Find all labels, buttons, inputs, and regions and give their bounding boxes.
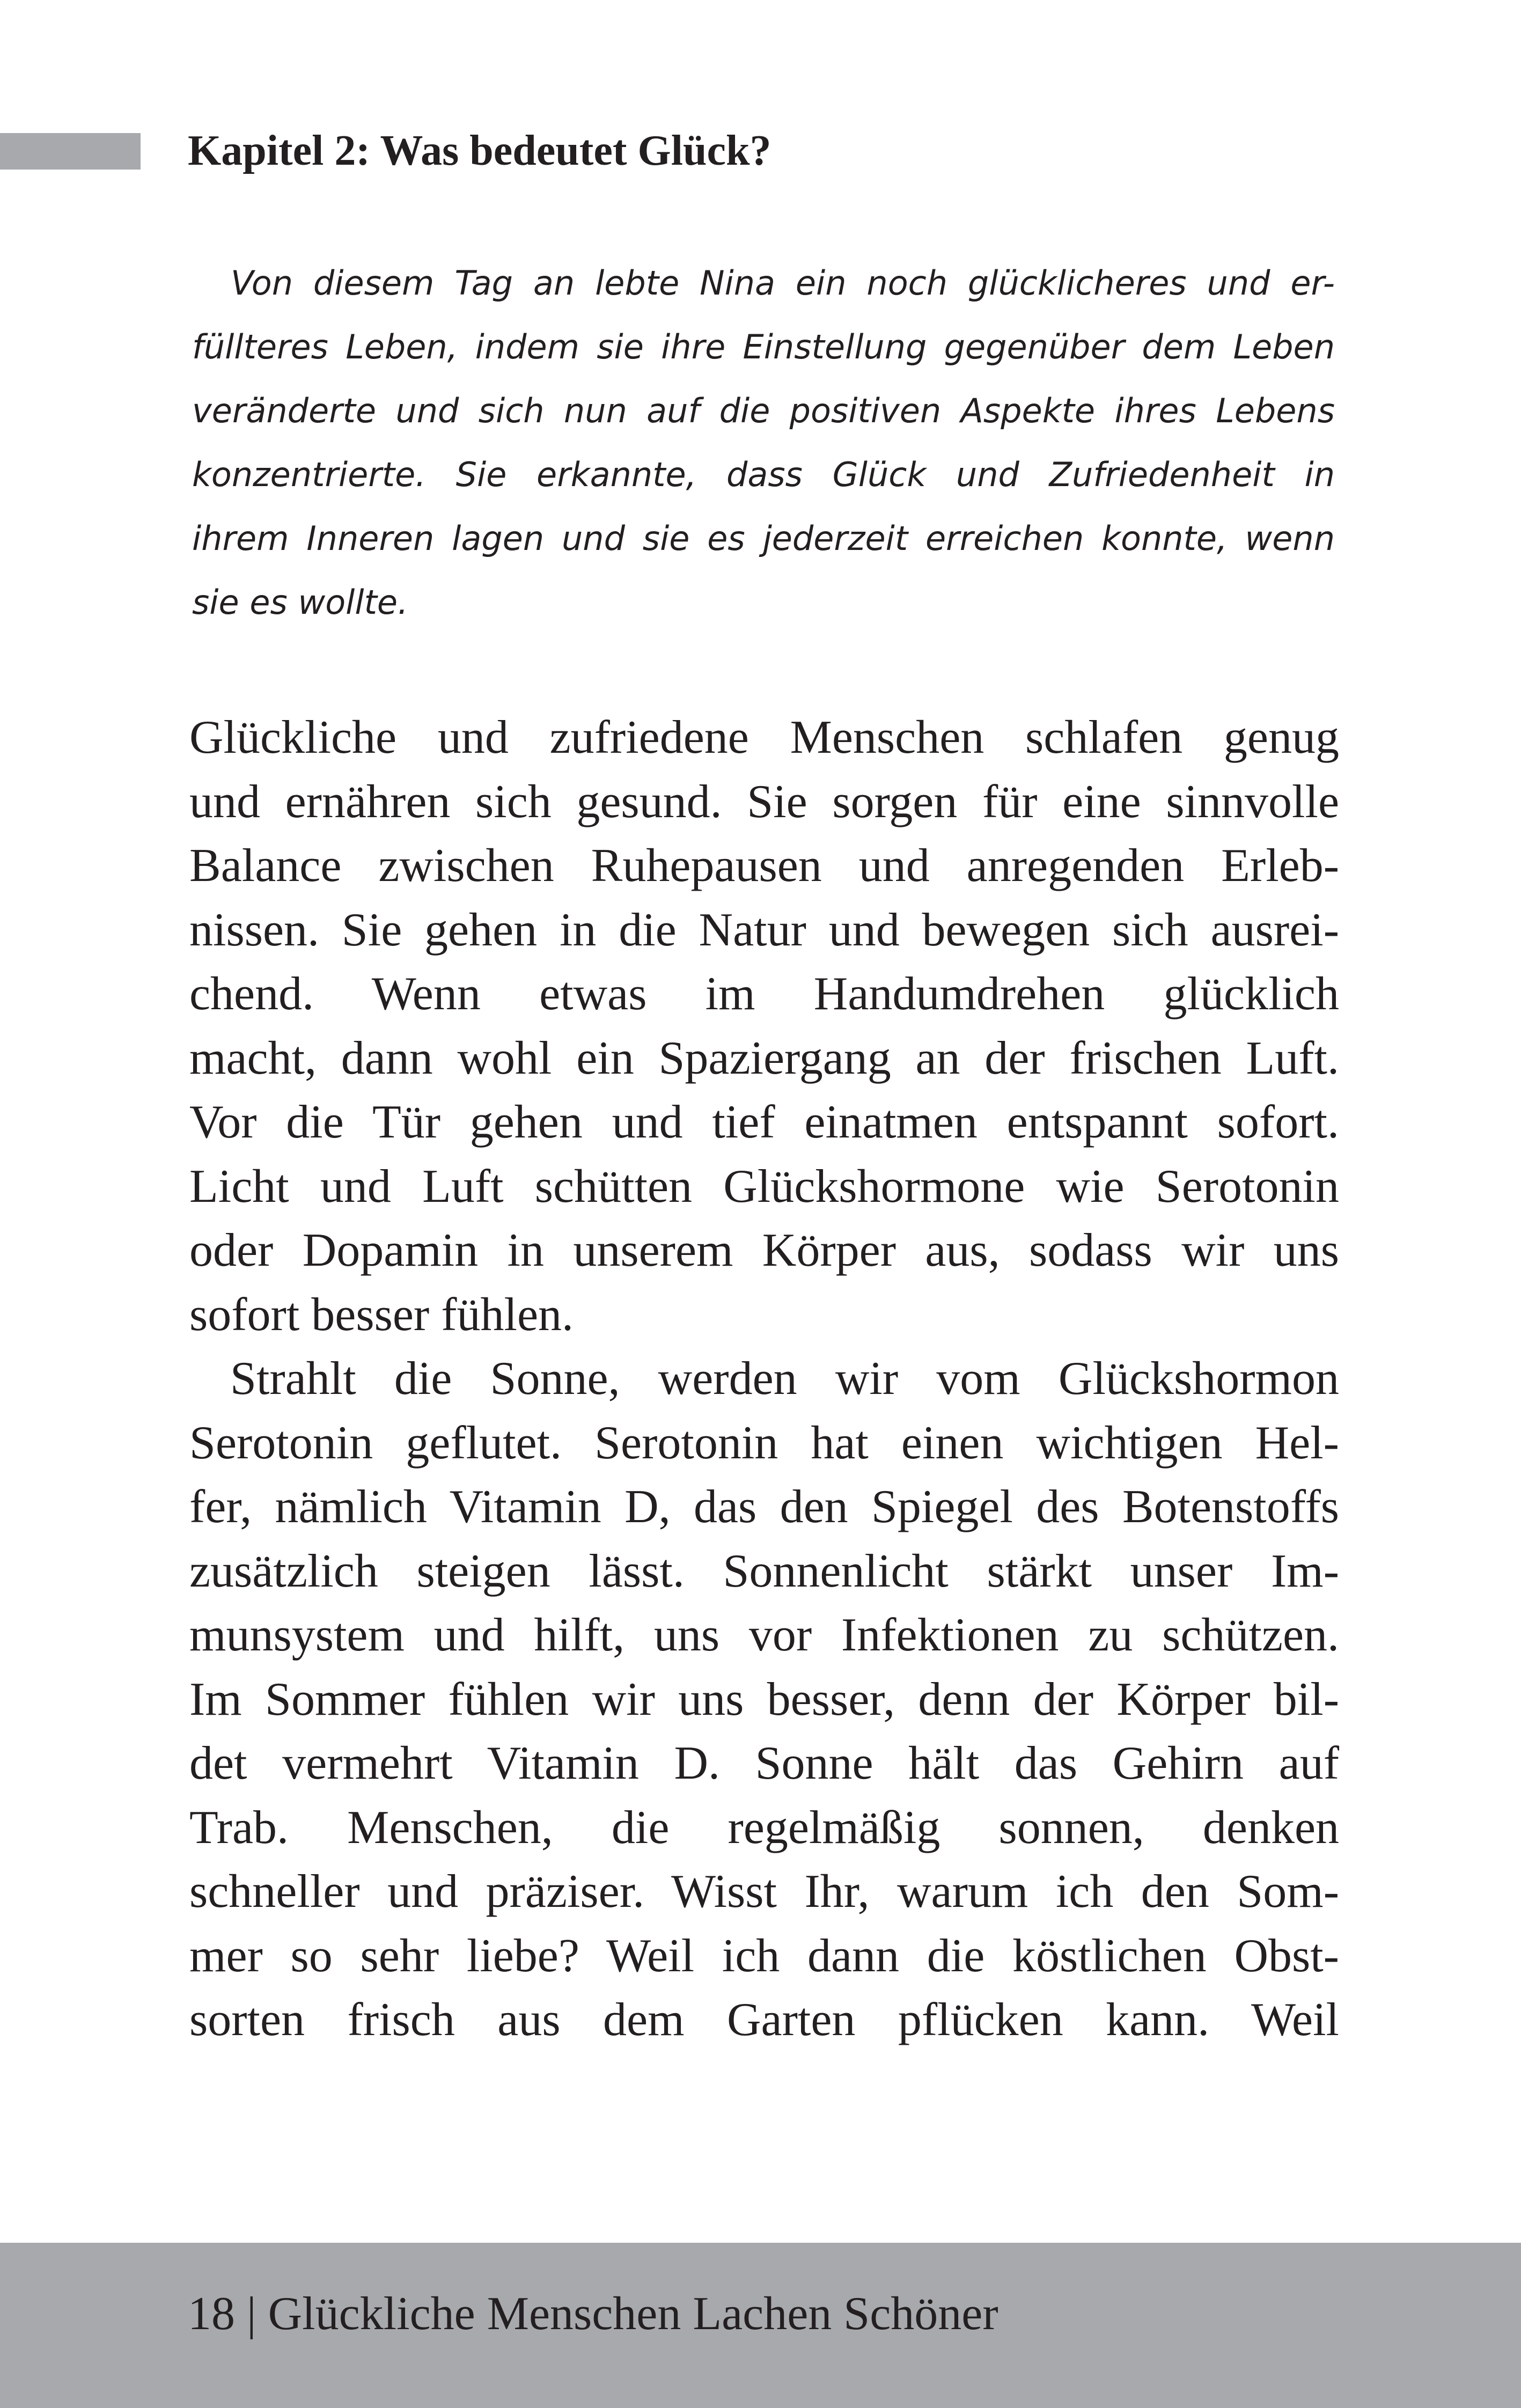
header-accent-bar [0, 133, 141, 170]
body-line: nissen. Sie gehen in die Natur und bewegen sich ausrei- [189, 904, 1339, 956]
body-line: fer, nämlich Vitamin D, das den Spiegel des Botenstoffs [189, 1481, 1339, 1533]
story-line: Von diesem Tag an lebte Nina ein noch glücklicheres und er- [231, 263, 1335, 303]
paragraph-2 [189, 1347, 1339, 2052]
story-line: veränderte und sich nun auf die positiven Aspekte ihres Lebens [192, 391, 1335, 430]
body-line: Glückliche und zufriedene Menschen schlafen genug [189, 711, 1339, 763]
story-line: ihrem Inneren lagen und sie es jederzeit erreichen konnte, wenn [192, 519, 1335, 558]
body-line: oder Dopamin in unserem Körper aus, sodass wir uns [189, 1224, 1339, 1276]
story-excerpt [192, 251, 1335, 634]
story-line: konzentrierte. Sie erkannte, dass Glück und Zufriedenheit in [192, 455, 1335, 494]
story-line: sie es wollte. [192, 583, 408, 622]
body-line: det vermehrt Vitamin D. Sonne hält das Gehirn auf [189, 1737, 1339, 1789]
body-line: chend. Wenn etwas im Handumdrehen glücklich [189, 968, 1339, 1020]
body-line: Vor die Tür gehen und tief einatmen entspannt sofort. [189, 1096, 1339, 1148]
page-footer: 18 | Glückliche Menschen Lachen Schöner [188, 2288, 998, 2340]
body-line: Strahlt die Sonne, werden wir vom Glückshormon [230, 1353, 1339, 1405]
body-line: Balance zwischen Ruhepausen und anregenden Erleb- [189, 840, 1339, 892]
body-line: und ernähren sich gesund. Sie sorgen für eine sinnvolle [189, 775, 1339, 828]
body-line: macht, dann wohl ein Spaziergang an der frischen Luft. [189, 1032, 1339, 1084]
body-line: sorten frisch aus dem Garten pflücken kann. Weil [189, 1994, 1339, 2046]
body-line: munsystem und hilft, uns vor Infektionen zu schützen. [189, 1609, 1339, 1661]
chapter-heading: Kapitel 2: Was bedeutet Glück? [188, 127, 771, 174]
body-line: schneller und präziser. Wisst Ihr, warum ich den Som- [189, 1866, 1339, 1918]
body-line: zusätzlich steigen lässt. Sonnenlicht stärkt unser Im- [189, 1545, 1339, 1597]
body-line: Trab. Menschen, die regelmäßig sonnen, denken [189, 1801, 1339, 1854]
body-text [189, 706, 1339, 2052]
story-line: füllteres Leben, indem sie ihre Einstellung gegenüber dem Leben [192, 327, 1335, 366]
body-line: sofort besser fühlen. [189, 1288, 574, 1341]
body-line: mer so sehr liebe? Weil ich dann die köstlichen Obst- [189, 1929, 1339, 1982]
paragraph-1 [189, 706, 1339, 1347]
body-line: Im Sommer fühlen wir uns besser, denn der Körper bil- [189, 1673, 1339, 1726]
body-line: Serotonin geflutet. Serotonin hat einen wichtigen Hel- [189, 1416, 1339, 1469]
body-line: Licht und Luft schütten Glückshormone wie Serotonin [189, 1160, 1339, 1213]
